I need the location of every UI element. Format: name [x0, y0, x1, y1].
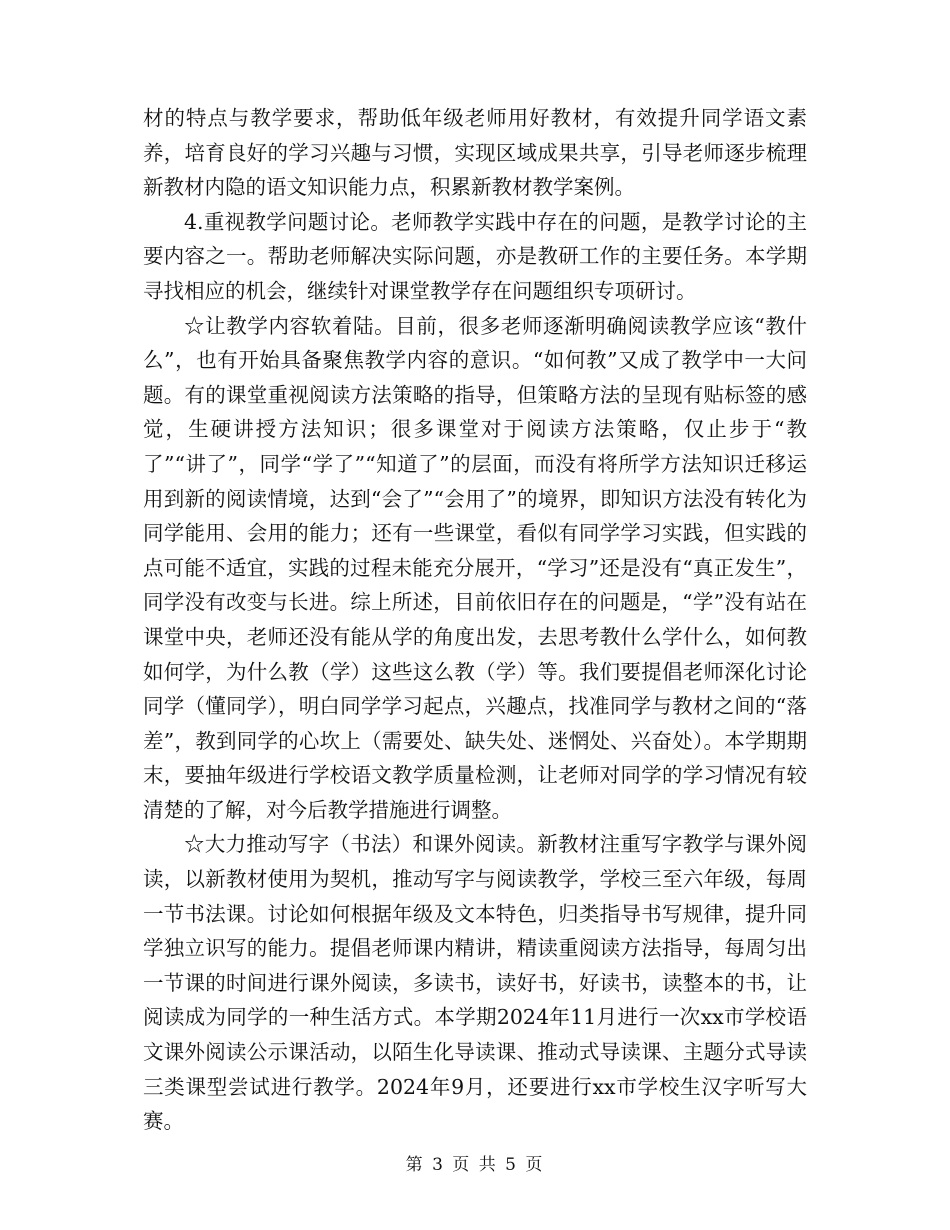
paragraph-teaching-problems: 4.重视教学问题讨论。老师教学实践中存在的问题，是教学讨论的主要内容之一。帮助老师解决实际问题，亦是教研工作的主要任务。本学期寻找相应的机会，继续针对课堂教学存在问题组织专项研讨。: [143, 209, 807, 303]
page-number-footer: 第 3 页 共 5 页: [405, 1155, 545, 1175]
paragraph-writing-reading: ☆大力推动写字（书法）和课外阅读。新教材注重写字教学与课外阅读，以新教材使用为契机，推动写字与阅读教学，学校三至六年级，每周一节书法课。讨论如何根据年级及文本特色，归类指导书写规律，提升同学独立识写的能力。提倡老师课内精讲，精读重阅读方法指导，每周匀出一节课的时间进行课外阅读，多读书，读好书，好读书，读整本的书，让阅读成为同学的一种生活方式。本学期2024年11月进行一次xx市学校语文课外阅读公示课活动，以陌生化导读课、推动式导读课、主题分式导读三类课型尝试进行教学。2024年9月，还要进行xx市学校生汉字听写大赛。: [143, 832, 807, 1134]
paragraph-continuation: 材的特点与教学要求，帮助低年级老师用好教材，有效提升同学语文素养，培育良好的学习兴趣与习惯，实现区域成果共享，引导老师逐步梳理新教材内隐的语文知识能力点，积累新教材教学案例。: [143, 106, 807, 200]
document-body: [143, 101, 807, 1139]
paragraph-teaching-content: ☆让教学内容软着陆。目前，很多老师逐渐明确阅读教学应该“教什么”，也有开始具备聚焦教学内容的意识。“如何教”又成了教学中一大问题。有的课堂重视阅读方法策略的指导，但策略方法的呈现有贴标签的感觉，生硬讲授方法知识；很多课堂对于阅读方法策略，仅止步于“教了”“讲了”，同学“学了”“知道了”的层面，而没有将所学方法知识迁移运用到新的阅读情境，达到“会了”“会用了”的境界，即知识方法没有转化为同学能用、会用的能力；还有一些课堂，看似有同学学习实践，但实践的点可能不适宜，实践的过程未能充分展开，“学习”还是没有“真正发生”，同学没有改变与长进。综上所述，目前依旧存在的问题是，“学”没有站在课堂中央，老师还没有能从学的角度出发，去思考教什么学什么，如何教如何学，为什么教（学）这些这么教（学）等。我们要提倡老师深化讨论同学（懂同学），明白同学学习起点，兴趣点，找准同学与教材之间的“落差”，教到同学的心坎上（需要处、缺失处、迷惘处、兴奋处）。本学期期末，要抽年级进行学校语文教学质量检测，让老师对同学的学习情况有较清楚的了解，对今后教学措施进行调整。: [143, 313, 807, 822]
